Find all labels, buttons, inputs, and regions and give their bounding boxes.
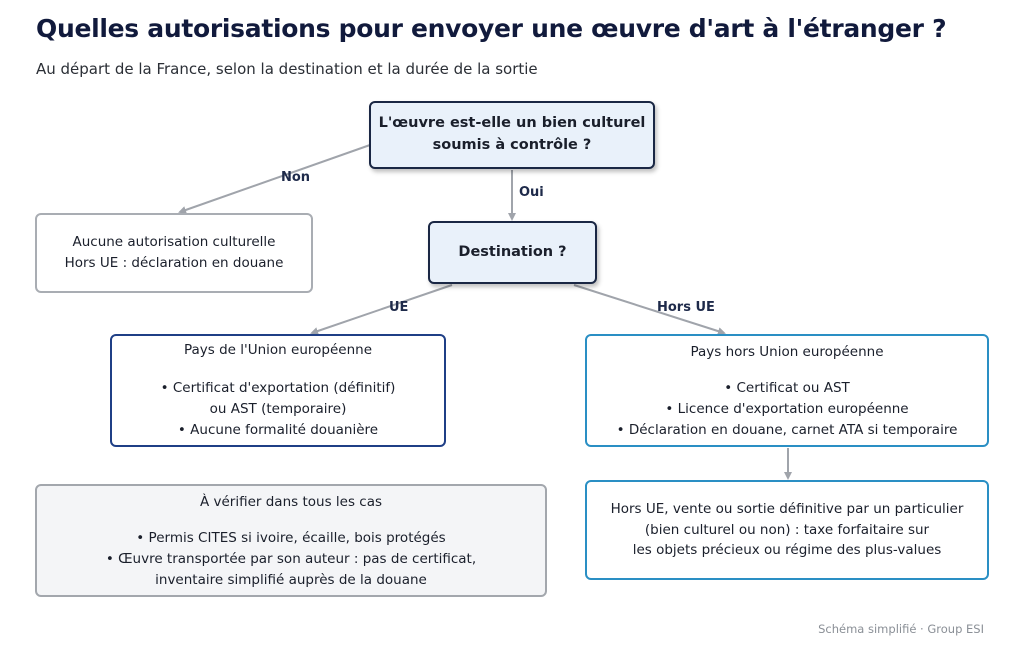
destination-label: Destination ? — [458, 243, 567, 260]
ue-line: • Aucune formalité douanière — [177, 422, 379, 439]
question-box — [369, 101, 655, 169]
check-heading: À vérifier dans tous les cas — [199, 494, 383, 510]
hors-ue-line: • Déclaration en douane, carnet ATA si temporaire — [616, 422, 958, 439]
edge-label-oui: Oui — [519, 185, 544, 200]
tax-line: (bien culturel ou non) : taxe forfaitaire sur — [644, 521, 930, 538]
destination-box — [428, 221, 597, 284]
tax-line: Hors UE, vente ou sortie définitive par un particulier — [610, 500, 964, 517]
edge-label-ue: UE — [389, 300, 409, 315]
arrow-ue — [312, 285, 452, 333]
check-line: inventaire simplifié auprès de la douane — [155, 572, 427, 589]
check-line: • Œuvre transportée par son auteur : pas de certificat, — [105, 551, 477, 568]
check-line: • Permis CITES si ivoire, écaille, bois protégés — [136, 530, 446, 547]
hors-ue-heading: Pays hors Union européenne — [690, 344, 884, 360]
page-subtitle: Au départ de la France, selon la destination et la durée de la sortie — [36, 60, 538, 78]
ue-box — [110, 334, 446, 447]
ue-line: • Certificat d'exportation (définitif) — [160, 380, 396, 397]
question-line: L'œuvre est-elle un bien culturel — [378, 115, 646, 132]
hors-ue-line: • Certificat ou AST — [724, 380, 850, 397]
footnote: Schéma simplifié · Group ESI — [818, 622, 984, 636]
check-box — [35, 484, 547, 597]
tax-line: les objets précieux ou régime des plus-values — [632, 542, 942, 559]
question-line: soumis à contrôle ? — [432, 137, 592, 153]
no-control-box — [35, 213, 313, 293]
tax-box — [585, 480, 989, 580]
edge-label-hors-ue: Hors UE — [657, 300, 715, 315]
page-title: Quelles autorisations pour envoyer une œuvre d'art à l'étranger ? — [36, 14, 947, 43]
edge-label-non: Non — [281, 170, 311, 185]
no-control-line: Aucune autorisation culturelle — [72, 234, 276, 251]
hors-ue-line: • Licence d'exportation européenne — [665, 401, 909, 418]
no-control-line: Hors UE : déclaration en douane — [64, 255, 284, 271]
hors-ue-box — [585, 334, 989, 447]
ue-heading: Pays de l'Union européenne — [183, 342, 373, 358]
arrow-non — [180, 145, 370, 212]
ue-line: ou AST (temporaire) — [209, 401, 347, 418]
